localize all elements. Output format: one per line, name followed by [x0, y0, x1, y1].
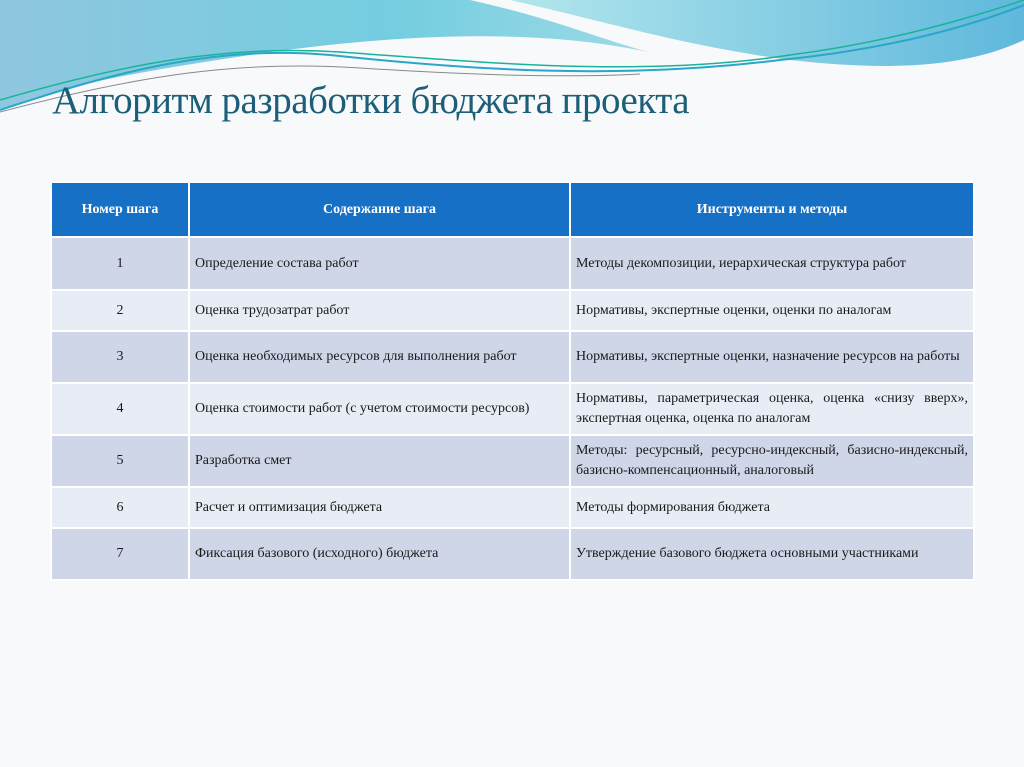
- step-content: Разработка смет: [189, 435, 570, 487]
- table-row: [51, 237, 974, 290]
- header-step-number: Номер шага: [51, 182, 189, 237]
- step-number: 6: [51, 487, 189, 528]
- step-number: 1: [51, 237, 189, 290]
- table-row: [51, 331, 974, 383]
- step-number: 5: [51, 435, 189, 487]
- step-tools: Утверждение базового бюджета основными участниками: [570, 528, 974, 580]
- step-tools: Методы: ресурсный, ресурсно-индексный, базисно-индексный, базисно-компенсационный, аналоговый: [570, 435, 974, 487]
- step-tools: Нормативы, экспертные оценки, оценки по аналогам: [570, 290, 974, 331]
- step-number: 2: [51, 290, 189, 331]
- table-row: [51, 435, 974, 487]
- step-content: Расчет и оптимизация бюджета: [189, 487, 570, 528]
- table-row: [51, 487, 974, 528]
- table-header-row: [51, 182, 974, 237]
- slide-title: Алгоритм разработки бюджета проекта: [52, 79, 690, 122]
- table-row: [51, 383, 974, 435]
- step-number: 4: [51, 383, 189, 435]
- step-number: 7: [51, 528, 189, 580]
- step-content: Определение состава работ: [189, 237, 570, 290]
- step-content: Оценка трудозатрат работ: [189, 290, 570, 331]
- step-tools: Нормативы, экспертные оценки, назначение ресурсов на работы: [570, 331, 974, 383]
- step-content: Фиксация базового (исходного) бюджета: [189, 528, 570, 580]
- budget-algorithm-table: [50, 181, 975, 581]
- header-step-content: Содержание шага: [189, 182, 570, 237]
- step-content: Оценка стоимости работ (с учетом стоимости ресурсов): [189, 383, 570, 435]
- step-number: 3: [51, 331, 189, 383]
- step-tools: Методы формирования бюджета: [570, 487, 974, 528]
- table-row: [51, 290, 974, 331]
- step-content: Оценка необходимых ресурсов для выполнения работ: [189, 331, 570, 383]
- step-tools: Нормативы, параметрическая оценка, оценка «снизу вверх», экспертная оценка, оценка по аналогам: [570, 383, 974, 435]
- step-tools: Методы декомпозиции, иерархическая структура работ: [570, 237, 974, 290]
- table-row: [51, 528, 974, 580]
- header-tools-methods: Инструменты и методы: [570, 182, 974, 237]
